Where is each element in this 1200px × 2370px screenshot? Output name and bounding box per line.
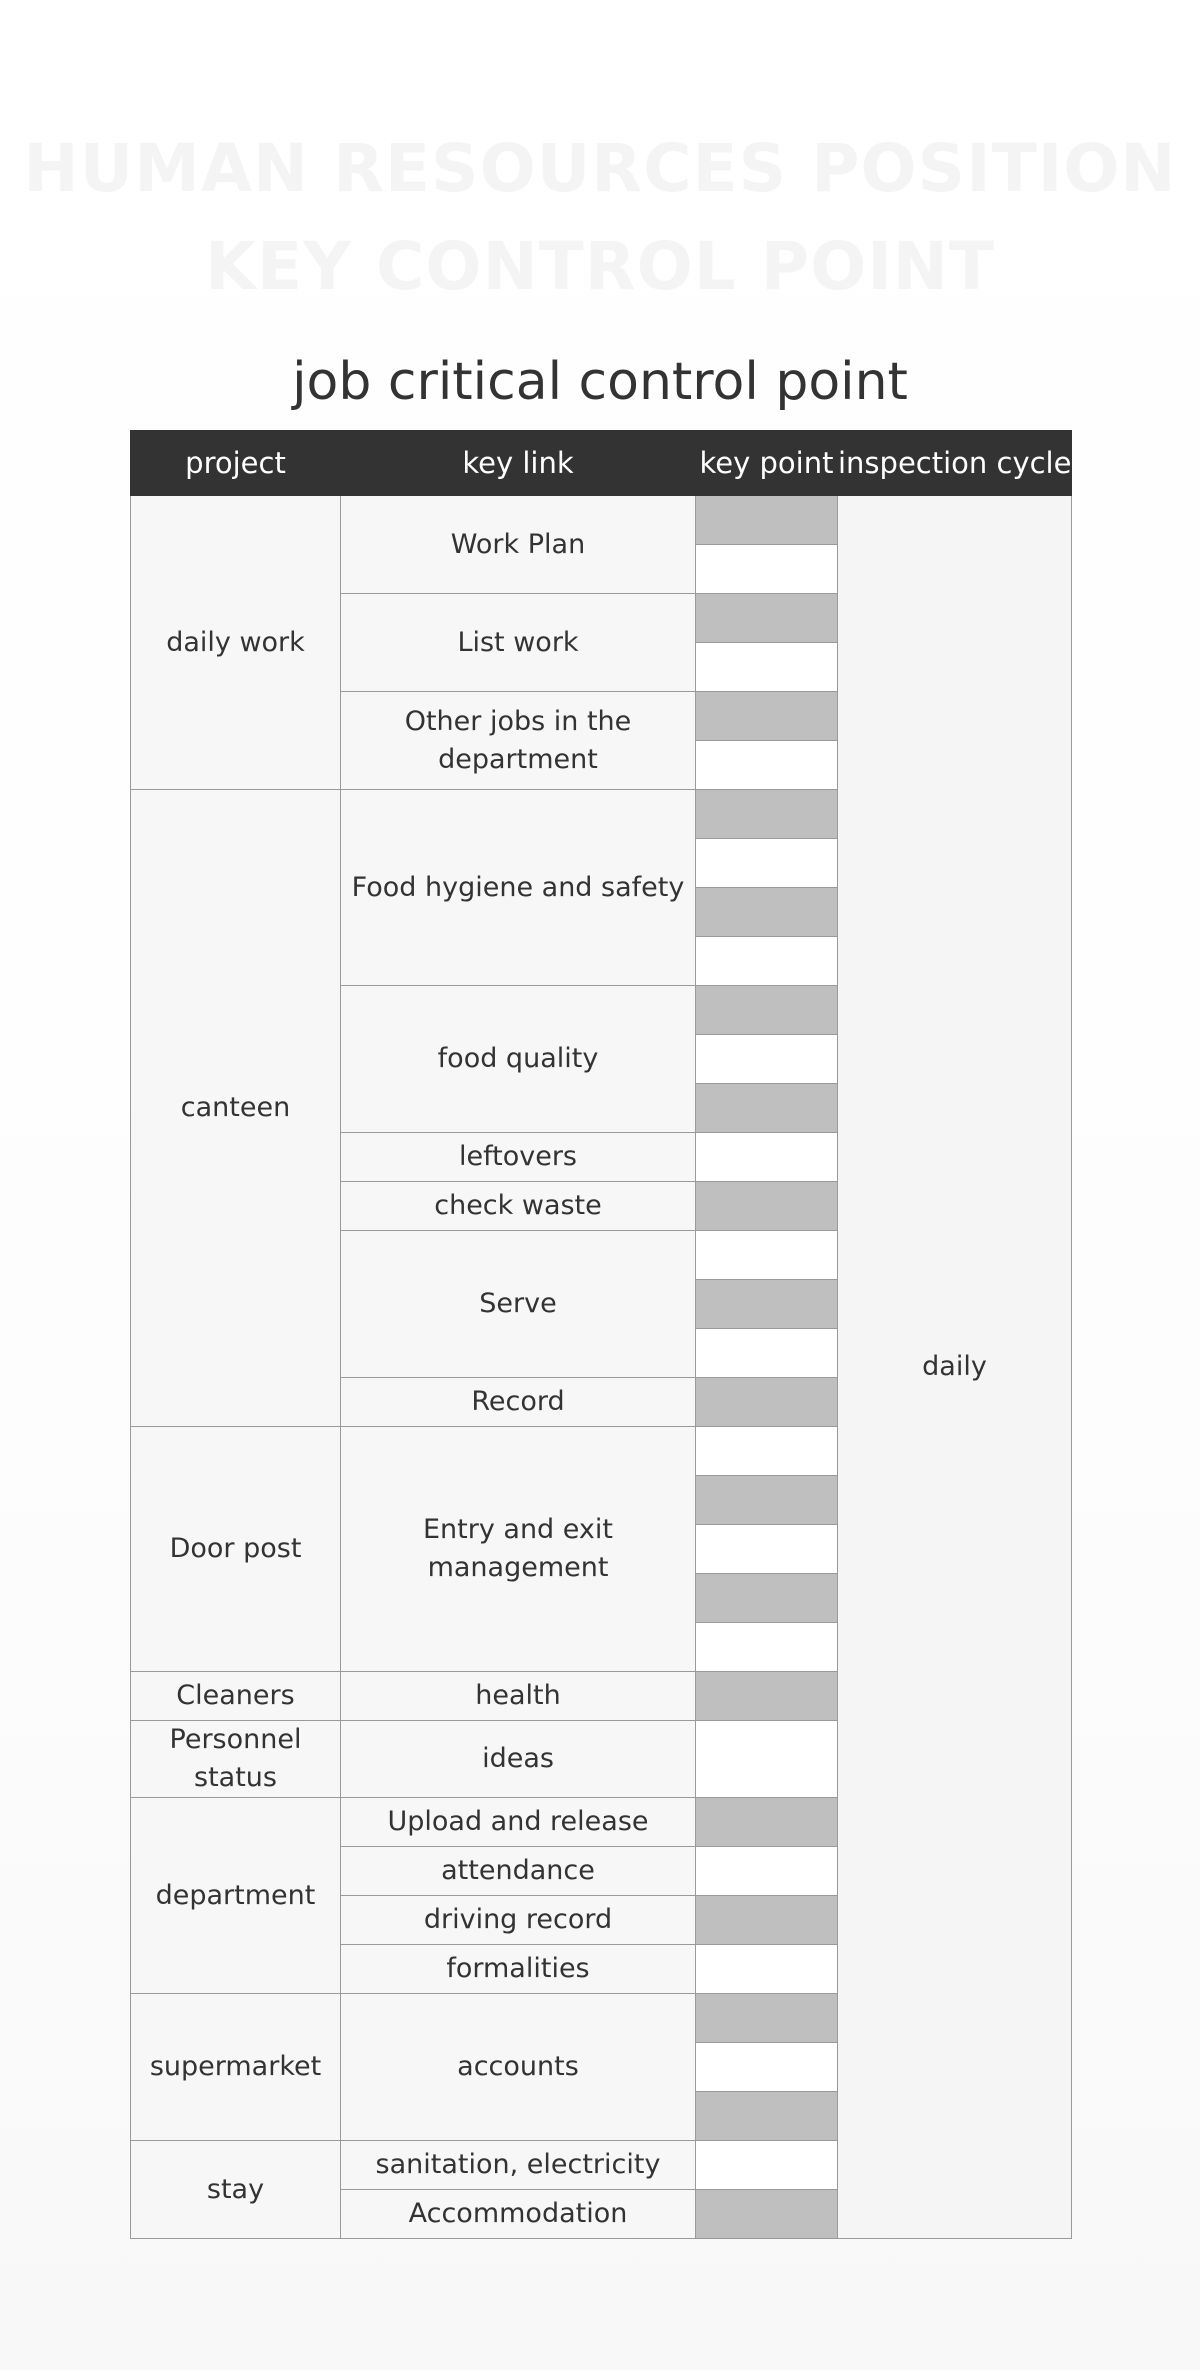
project-cell: Personnel status [131, 1721, 341, 1798]
table-header-row [131, 431, 1072, 496]
key-point-cell [696, 2043, 838, 2092]
key-point-cell [696, 1994, 838, 2043]
key-point-cell [696, 1476, 838, 1525]
control-point-table [130, 430, 1072, 2239]
key-link-cell: driving record [341, 1896, 696, 1945]
key-point-cell [696, 1329, 838, 1378]
project-cell: Cleaners [131, 1672, 341, 1721]
watermark [0, 120, 1200, 316]
key-link-cell: sanitation, electricity [341, 2141, 696, 2190]
key-point-cell [696, 1721, 838, 1798]
header-key-point: key point [696, 431, 838, 496]
key-point-cell [696, 1896, 838, 1945]
key-point-cell [696, 1035, 838, 1084]
key-point-cell [696, 1280, 838, 1329]
key-point-cell [696, 2092, 838, 2141]
key-link-cell: Work Plan [341, 496, 696, 594]
inspection-cycle-cell: daily [838, 496, 1072, 2239]
key-point-cell [696, 2190, 838, 2239]
key-point-cell [696, 888, 838, 937]
table-row [131, 496, 1072, 545]
project-cell: canteen [131, 790, 341, 1427]
key-link-cell: Record [341, 1378, 696, 1427]
watermark-line-2: KEY CONTROL POINT [204, 228, 996, 305]
key-point-cell [696, 1574, 838, 1623]
key-point-cell [696, 1084, 838, 1133]
key-link-cell: Upload and release [341, 1798, 696, 1847]
key-link-cell: ideas [341, 1721, 696, 1798]
key-point-cell [696, 839, 838, 888]
key-point-cell [696, 2141, 838, 2190]
key-link-cell: Entry and exit management [341, 1427, 696, 1672]
key-point-cell [696, 1525, 838, 1574]
project-cell: Door post [131, 1427, 341, 1672]
watermark-line-1: HUMAN RESOURCES POSITION [23, 130, 1177, 207]
key-link-cell: food quality [341, 986, 696, 1133]
key-point-cell [696, 1672, 838, 1721]
key-point-cell [696, 545, 838, 594]
key-point-cell [696, 937, 838, 986]
key-point-cell [696, 741, 838, 790]
header-project: project [131, 431, 341, 496]
key-point-cell [696, 790, 838, 839]
table-body [131, 496, 1072, 2239]
key-point-cell [696, 1623, 838, 1672]
key-point-cell [696, 1427, 838, 1476]
key-point-cell [696, 643, 838, 692]
key-point-cell [696, 1798, 838, 1847]
key-link-cell: formalities [341, 1945, 696, 1994]
key-point-cell [696, 1847, 838, 1896]
key-point-cell [696, 594, 838, 643]
project-cell: supermarket [131, 1994, 341, 2141]
key-link-cell: attendance [341, 1847, 696, 1896]
key-point-cell [696, 496, 838, 545]
key-link-cell: Accommodation [341, 2190, 696, 2239]
key-link-cell: leftovers [341, 1133, 696, 1182]
project-cell: stay [131, 2141, 341, 2239]
key-point-cell [696, 692, 838, 741]
header-key-link: key link [341, 431, 696, 496]
key-link-cell: health [341, 1672, 696, 1721]
key-point-cell [696, 986, 838, 1035]
key-point-cell [696, 1231, 838, 1280]
key-link-cell: check waste [341, 1182, 696, 1231]
key-point-cell [696, 1378, 838, 1427]
key-link-cell: accounts [341, 1994, 696, 2141]
key-link-cell: List work [341, 594, 696, 692]
key-link-cell: Serve [341, 1231, 696, 1378]
key-point-cell [696, 1945, 838, 1994]
project-cell: daily work [131, 496, 341, 790]
project-cell: department [131, 1798, 341, 1994]
key-link-cell: Food hygiene and safety [341, 790, 696, 986]
document-title: job critical control point [292, 352, 908, 412]
header-inspection-cycle: inspection cycle [838, 431, 1072, 496]
key-link-cell: Other jobs in the department [341, 692, 696, 790]
key-point-cell [696, 1182, 838, 1231]
key-point-cell [696, 1133, 838, 1182]
